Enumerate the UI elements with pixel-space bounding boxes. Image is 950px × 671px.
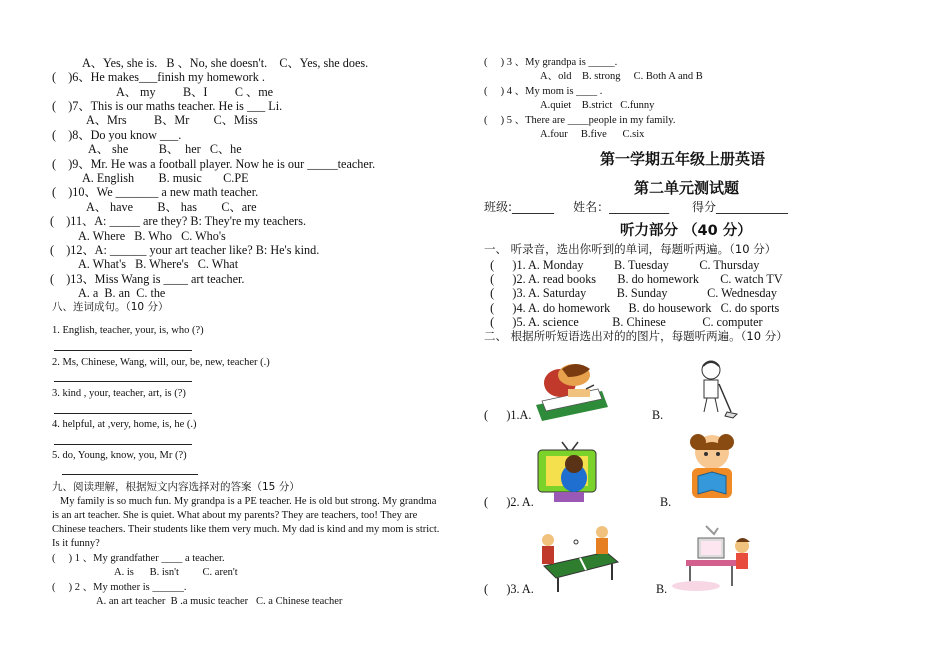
question-8: ( )8、Do you know ___. [52, 128, 182, 142]
sentence-2: 2. Ms, Chinese, Wang, will, our, be, new, teacher (.) [52, 357, 270, 368]
listening-part2-title: 二、 根据所听短语选出对的的图片，每题听两遍。（10 分） [484, 329, 788, 343]
student-writing-picture [532, 355, 610, 423]
answer-line-2[interactable] [54, 381, 192, 382]
exam-title: 第一学期五年级上册英语 [600, 150, 766, 168]
listening-q3: ( )3. A. Saturday B. Sunday C. Wednesday [484, 286, 777, 300]
sentence-4: 4. helpful, at ,very, home, is, he (.) [52, 419, 197, 430]
reading-q3-options: A、old B. strong C. Both A and B [540, 71, 703, 82]
q9-options: A. English B. music C.PE [82, 171, 249, 185]
answer-line-4[interactable] [54, 444, 192, 445]
reading-q5: ( ) 5 、There are ____people in my family. [484, 115, 676, 126]
exam-subtitle: 第二单元测试题 [634, 179, 740, 197]
answer-line-5[interactable] [62, 474, 198, 475]
question-9: ( )9、Mr. He was a football player. Now he is our _____teacher. [52, 157, 376, 171]
picture-q3-b-label: B. [656, 582, 668, 596]
q11-options: A. Where B. Who C. Who's [78, 229, 226, 243]
q12-options: A. What's B. Where's C. What [78, 257, 239, 271]
picture-q3-label: ( )3. A. [484, 582, 534, 596]
passage-line-2: is an art teacher. She is quiet. What about my parents? They are teachers, too! They are [52, 510, 418, 521]
passage-line-4: Is it funny? [52, 538, 100, 549]
child-sweeping-picture [689, 358, 739, 420]
picture-q1-label: ( )1.A. [484, 408, 532, 422]
q7-options: A、Mrs B、Mr C、Miss [86, 113, 258, 127]
question-7: ( )7、This is our maths teacher. He is ___ Li. [52, 99, 283, 113]
listening-q2: ( )2. A. read books B. do homework C. watch TV [484, 272, 783, 286]
child-watching-tv-picture [534, 438, 606, 504]
passage-line-3: Chinese teachers. Their students like them very much. My dad is kind and my mom is strict. [52, 524, 440, 535]
reading-q1-options: A. is B. isn't C. aren't [114, 567, 238, 578]
reading-q4-options: A.quiet B.strict C.funny [540, 100, 655, 111]
child-reading-book-picture [680, 432, 744, 504]
ping-pong-picture [536, 522, 620, 594]
picture-q2-b-label: B. [660, 495, 672, 509]
answer-line-1[interactable] [54, 350, 192, 351]
sentence-5: 5. do, Young, know, you, Mr (?) [52, 450, 187, 461]
question-11: ( )11、A: _____ are they? B: They're my teachers. [50, 214, 307, 228]
listening-part1-title: 一、 听录音，选出你听到的单词，每题听两遍。（10 分） [484, 242, 777, 256]
q8-options: A、 she B、 her C、he [88, 142, 242, 156]
passage-line-1: My family is so much fun. My grandpa is a PE teacher. He is old but strong. My grandma [52, 496, 437, 507]
q5-options: A、Yes, she is. B 、No, she doesn't. C、Yes, she does. [82, 56, 369, 70]
child-at-computer-picture [666, 520, 758, 594]
section-9-title: 九、阅读理解，根据短文内容选择对的答案（15 分） [52, 481, 300, 493]
sentence-1: 1. English, teacher, your, is, who (?) [52, 325, 204, 336]
reading-q4: ( ) 4 、My mom is ____ . [484, 86, 603, 97]
question-12: ( )12、A: ______ your art teacher like? B: He's kind. [50, 243, 320, 257]
section-8-title: 八、连词成句。（10 分） [52, 301, 169, 313]
answer-line-3[interactable] [54, 413, 192, 414]
listening-q1: ( )1. A. Monday B. Tuesday C. Thursday [484, 258, 760, 272]
question-6: ( )6、He makes___finish my homework . [52, 70, 265, 84]
reading-q2: ( ) 2 、My mother is ______. [52, 582, 187, 593]
q10-options: A、 have B、 has C、are [86, 200, 257, 214]
picture-q1-b-label: B. [652, 408, 664, 422]
reading-q3: ( ) 3 、My grandpa is _____. [484, 57, 618, 68]
sentence-3: 3. kind , your, teacher, art, is (?) [52, 388, 186, 399]
listening-title: 听力部分 （40 分） [620, 223, 752, 239]
listening-q5: ( )5. A. science B. Chinese C. computer [484, 315, 763, 329]
listening-q4: ( )4. A. do homework B. do housework C. do sports [484, 301, 780, 315]
question-10: ( )10、We _______ a new math teacher. [52, 185, 259, 199]
reading-q5-options: A.four B.five C.six [540, 129, 645, 140]
q6-options: A、 my B、I C 、me [116, 85, 274, 99]
reading-q2-options: A. an art teacher B .a music teacher C. a Chinese teacher [96, 596, 343, 607]
reading-q1: ( ) 1 、My grandfather ____ a teacher. [52, 553, 225, 564]
q13-options: A. a B. an C. the [78, 286, 166, 300]
question-13: ( )13、Miss Wang is ____ art teacher. [50, 272, 245, 286]
picture-q2-label: ( )2. A. [484, 495, 534, 509]
student-info-line: 班级:_______ 姓名：__________ 得分____________ [484, 200, 789, 214]
